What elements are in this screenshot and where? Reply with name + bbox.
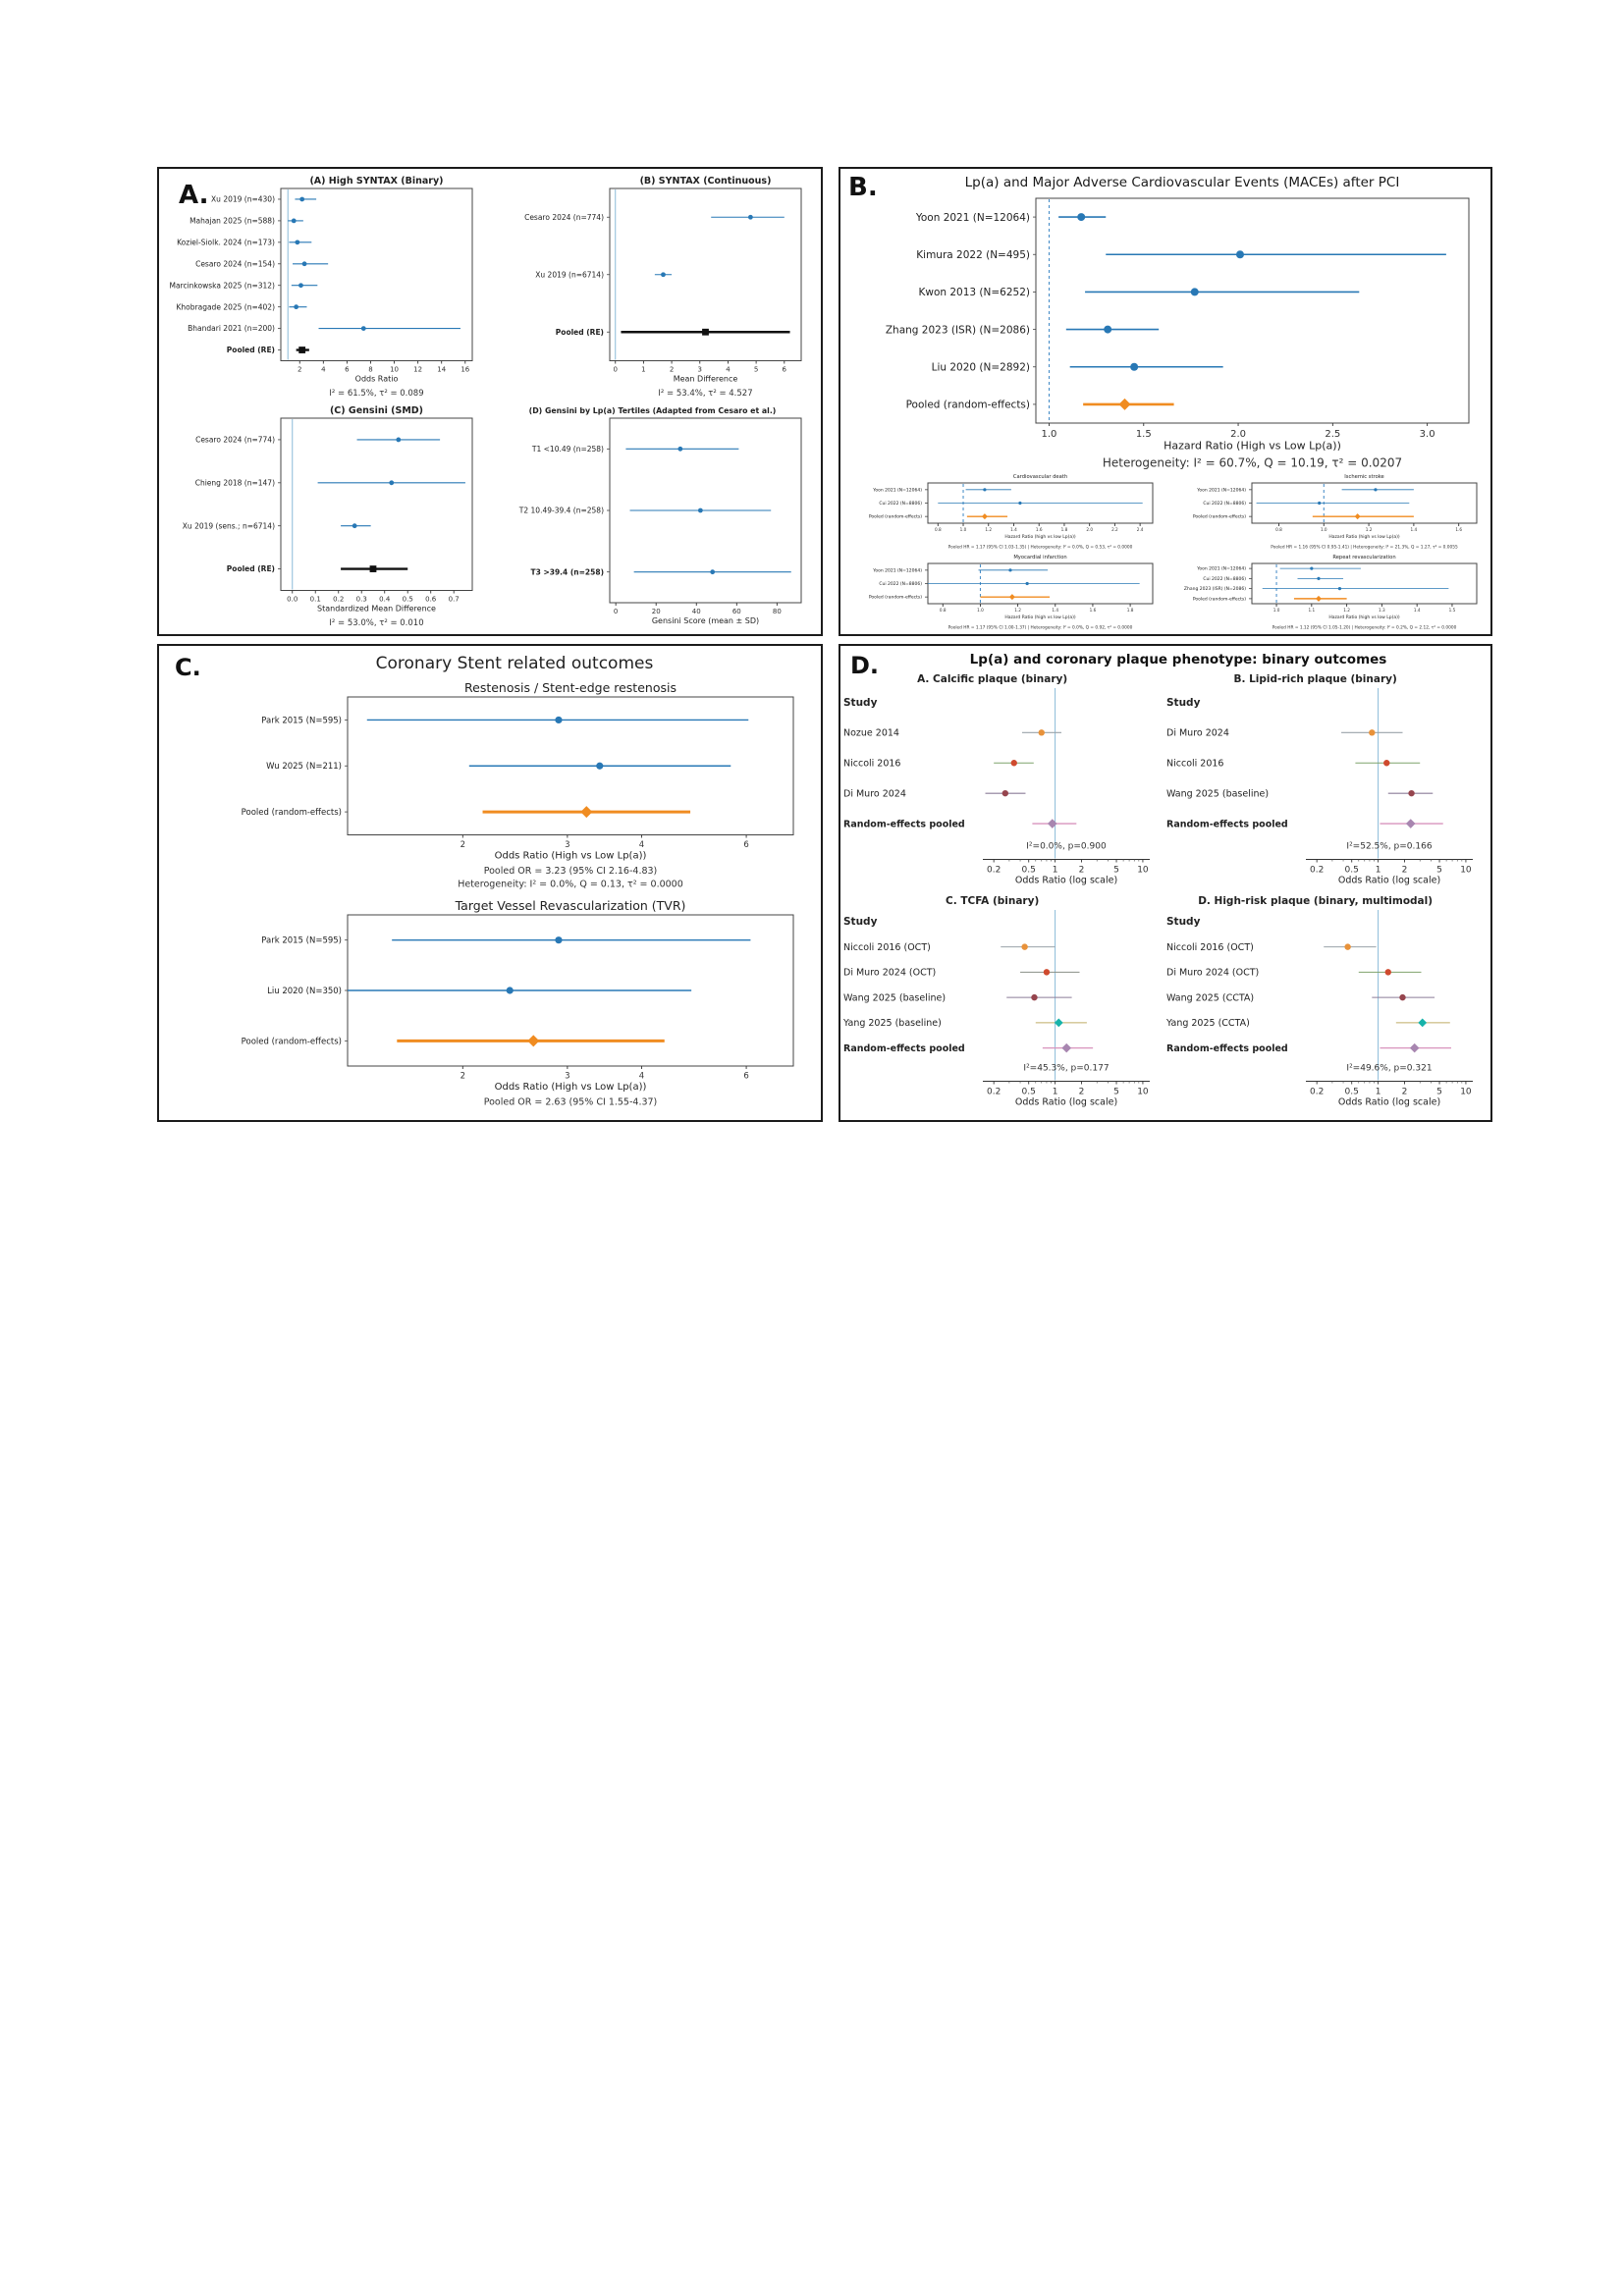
svg-text:Wang 2025 (baseline): Wang 2025 (baseline) xyxy=(1166,788,1270,800)
svg-text:1: 1 xyxy=(1375,1087,1381,1097)
svg-text:0.8: 0.8 xyxy=(934,527,942,533)
svg-text:Odds Ratio (High vs Low Lp(a)): Odds Ratio (High vs Low Lp(a)) xyxy=(494,1082,647,1093)
svg-text:0: 0 xyxy=(613,608,619,615)
svg-text:Wang 2025 (baseline): Wang 2025 (baseline) xyxy=(843,992,947,1004)
svg-text:5: 5 xyxy=(1113,865,1119,876)
svg-text:Cui 2022 (N=8806): Cui 2022 (N=8806) xyxy=(1203,502,1246,507)
svg-text:1.6: 1.6 xyxy=(1089,608,1097,614)
svg-text:12: 12 xyxy=(413,365,423,374)
svg-text:1.2: 1.2 xyxy=(985,527,993,533)
svg-text:2: 2 xyxy=(460,840,466,850)
svg-text:Chieng 2018 (n=147): Chieng 2018 (n=147) xyxy=(194,478,275,488)
svg-text:1.2: 1.2 xyxy=(1343,608,1350,614)
panel-c-content xyxy=(159,646,821,1111)
svg-text:(A) High SYNTAX (Binary): (A) High SYNTAX (Binary) xyxy=(309,176,444,187)
panel-a-subplot-grid xyxy=(159,169,821,631)
svg-text:1.0: 1.0 xyxy=(977,608,984,614)
forest-cardiovascular-death xyxy=(840,473,1164,554)
panel-b-content xyxy=(840,169,1490,634)
svg-text:6: 6 xyxy=(743,1071,749,1082)
svg-text:0.2: 0.2 xyxy=(986,1087,1001,1097)
svg-text:2.0: 2.0 xyxy=(1230,429,1247,440)
svg-text:Wang 2025 (CCTA): Wang 2025 (CCTA) xyxy=(1166,992,1255,1004)
svg-text:1.8: 1.8 xyxy=(1126,608,1134,614)
svg-text:Odds Ratio (log scale): Odds Ratio (log scale) xyxy=(1014,1096,1118,1108)
svg-text:Yoon 2021 (N=12064): Yoon 2021 (N=12064) xyxy=(915,211,1030,224)
svg-text:1: 1 xyxy=(1052,865,1058,876)
svg-text:Di Muro 2024 (OCT): Di Muro 2024 (OCT) xyxy=(1166,967,1260,979)
svg-text:Cesaro 2024 (n=774): Cesaro 2024 (n=774) xyxy=(195,435,275,445)
svg-text:2: 2 xyxy=(1401,1087,1408,1097)
svg-text:Study: Study xyxy=(1166,916,1201,929)
svg-text:1: 1 xyxy=(1052,1087,1058,1097)
forest-high-risk-plaque xyxy=(1164,891,1487,1113)
svg-text:0.2: 0.2 xyxy=(986,865,1001,876)
svg-text:Pooled HR = 1.17 (95% CI 1.03-: Pooled HR = 1.17 (95% CI 1.03-1.35) | Heterogeneity: I² = 0.0%, Q = 0.53, τ² = 0.0000 xyxy=(947,545,1133,551)
svg-text:Myocardial infarction: Myocardial infarction xyxy=(1013,555,1067,561)
svg-text:Hazard Ratio (High vs Low Lp(a: Hazard Ratio (High vs Low Lp(a)) xyxy=(1164,439,1341,453)
panel-b-letter: B. xyxy=(848,173,878,202)
svg-text:1.5: 1.5 xyxy=(1135,429,1152,440)
svg-text:0.2: 0.2 xyxy=(333,595,345,604)
svg-text:Pooled (RE): Pooled (RE) xyxy=(555,327,604,337)
svg-text:5: 5 xyxy=(753,365,759,374)
svg-text:Cesaro 2024 (n=774): Cesaro 2024 (n=774) xyxy=(524,212,604,222)
svg-text:Pooled OR = 2.63 (95% CI 1.55-: Pooled OR = 2.63 (95% CI 1.55-4.37) xyxy=(483,1096,658,1108)
svg-text:D. High-risk plaque (binary, m: D. High-risk plaque (binary, multimodal) xyxy=(1198,895,1434,907)
svg-text:Xu 2019 (sens.; n=6714): Xu 2019 (sens.; n=6714) xyxy=(182,521,275,531)
forest-tvr xyxy=(159,893,821,1111)
svg-text:I²=49.6%, p=0.321: I²=49.6%, p=0.321 xyxy=(1346,1063,1433,1074)
svg-text:Pooled (random-effects): Pooled (random-effects) xyxy=(241,1037,342,1047)
svg-text:Zhang 2023 (ISR) (N=2086): Zhang 2023 (ISR) (N=2086) xyxy=(885,324,1030,337)
svg-text:1: 1 xyxy=(1375,865,1381,876)
svg-text:Nozue 2014: Nozue 2014 xyxy=(843,727,899,739)
svg-text:3: 3 xyxy=(697,365,702,374)
svg-text:Xu 2019 (n=430): Xu 2019 (n=430) xyxy=(211,194,275,204)
panel-b xyxy=(839,167,1492,636)
svg-text:Liu 2020 (N=2892): Liu 2020 (N=2892) xyxy=(931,361,1030,374)
svg-text:3.0: 3.0 xyxy=(1419,429,1435,440)
svg-text:0.8: 0.8 xyxy=(939,608,947,614)
svg-text:1.4: 1.4 xyxy=(1410,527,1418,533)
svg-text:Niccoli 2016: Niccoli 2016 xyxy=(843,758,901,770)
svg-text:Niccoli 2016 (OCT): Niccoli 2016 (OCT) xyxy=(843,941,931,953)
svg-text:B. Lipid-rich plaque (binary): B. Lipid-rich plaque (binary) xyxy=(1233,673,1397,685)
svg-text:I² = 53.0%, τ² = 0.010: I² = 53.0%, τ² = 0.010 xyxy=(329,617,424,628)
svg-text:Random-effects pooled: Random-effects pooled xyxy=(843,819,965,830)
svg-text:Hazard Ratio (high vs low Lp(a: Hazard Ratio (high vs low Lp(a)) xyxy=(1328,615,1400,621)
forest-lipid-rich-plaque xyxy=(1164,669,1487,891)
svg-text:Di Muro 2024 (OCT): Di Muro 2024 (OCT) xyxy=(843,967,937,979)
svg-text:Park 2015 (N=595): Park 2015 (N=595) xyxy=(261,716,342,726)
svg-text:Heterogeneity: I² = 0.0%, Q =: Heterogeneity: I² = 0.0%, Q = 0.13, τ² = 0.0000 xyxy=(458,879,683,890)
svg-text:I²=45.3%, p=0.177: I²=45.3%, p=0.177 xyxy=(1023,1063,1110,1074)
svg-text:0.5: 0.5 xyxy=(1021,865,1036,876)
svg-text:Restenosis / Stent-edge resten: Restenosis / Stent-edge restenosis xyxy=(464,680,677,695)
svg-text:Yoon 2021 (N=12064): Yoon 2021 (N=12064) xyxy=(873,568,922,574)
svg-text:4: 4 xyxy=(638,840,645,850)
svg-text:Pooled (random-effects): Pooled (random-effects) xyxy=(905,399,1030,411)
svg-text:10: 10 xyxy=(390,365,400,374)
panel-c-title: Coronary Stent related outcomes xyxy=(375,654,654,673)
svg-text:Odds Ratio (log scale): Odds Ratio (log scale) xyxy=(1014,875,1118,886)
svg-text:Park 2015 (N=595): Park 2015 (N=595) xyxy=(261,935,342,946)
svg-text:1.6: 1.6 xyxy=(1455,527,1463,533)
svg-text:Cui 2022 (N=8806): Cui 2022 (N=8806) xyxy=(1203,576,1246,582)
forest-tcfa xyxy=(840,891,1164,1113)
svg-text:Repeat revascularization: Repeat revascularization xyxy=(1332,555,1396,561)
svg-text:Khobragade 2025 (n=402): Khobragade 2025 (n=402) xyxy=(176,302,275,312)
svg-text:Di Muro 2024: Di Muro 2024 xyxy=(843,788,906,800)
svg-text:Ischemic stroke: Ischemic stroke xyxy=(1344,474,1384,480)
svg-text:6: 6 xyxy=(345,365,350,374)
svg-text:2: 2 xyxy=(460,1071,466,1082)
svg-text:2: 2 xyxy=(1401,865,1408,876)
svg-text:1: 1 xyxy=(641,365,646,374)
svg-text:2.4: 2.4 xyxy=(1136,527,1144,533)
svg-text:5: 5 xyxy=(1113,1087,1119,1097)
svg-text:Mahajan 2025 (n=588): Mahajan 2025 (n=588) xyxy=(189,216,275,226)
figure-grid xyxy=(157,167,1492,1122)
svg-text:Yoon 2021 (N=12064): Yoon 2021 (N=12064) xyxy=(873,488,922,494)
svg-text:0: 0 xyxy=(613,365,618,374)
panel-c xyxy=(157,644,823,1122)
svg-text:Hazard Ratio (high vs low Lp(a: Hazard Ratio (high vs low Lp(a)) xyxy=(1328,535,1400,541)
svg-text:1.0: 1.0 xyxy=(1041,429,1057,440)
svg-text:20: 20 xyxy=(651,608,661,615)
svg-text:0.1: 0.1 xyxy=(309,595,321,604)
svg-text:5: 5 xyxy=(1436,865,1442,876)
svg-text:Zhang 2023 (ISR) (N=2086): Zhang 2023 (ISR) (N=2086) xyxy=(1183,587,1246,593)
svg-text:T2 10.49-39.4 (n=258): T2 10.49-39.4 (n=258) xyxy=(518,506,604,515)
svg-text:4: 4 xyxy=(726,365,731,374)
panel-a-letter: A. xyxy=(179,181,209,210)
forest-restenosis xyxy=(159,675,821,893)
panel-c-letter: C. xyxy=(175,654,201,681)
svg-text:10: 10 xyxy=(1460,865,1472,876)
svg-text:Gensini Score (mean ± SD): Gensini Score (mean ± SD) xyxy=(651,615,760,625)
svg-text:Pooled HR = 1.17 (95% CI 1.00-: Pooled HR = 1.17 (95% CI 1.00-1.37) | Heterogeneity: I² = 0.0%, Q = 0.92, τ² = 0.0000 xyxy=(947,625,1133,631)
svg-text:6: 6 xyxy=(782,365,787,374)
svg-text:5: 5 xyxy=(1436,1087,1442,1097)
svg-text:Liu 2020 (N=350): Liu 2020 (N=350) xyxy=(267,986,342,996)
svg-text:80: 80 xyxy=(772,608,782,615)
svg-text:Cesaro 2024 (n=154): Cesaro 2024 (n=154) xyxy=(195,259,275,269)
svg-text:Odds Ratio (log scale): Odds Ratio (log scale) xyxy=(1337,1096,1441,1108)
svg-text:1.6: 1.6 xyxy=(1035,527,1043,533)
svg-text:1.2: 1.2 xyxy=(1014,608,1021,614)
svg-text:Hazard Ratio (high vs low Lp(a: Hazard Ratio (high vs low Lp(a)) xyxy=(1004,615,1076,621)
svg-text:1.4: 1.4 xyxy=(1010,527,1017,533)
svg-text:Niccoli 2016: Niccoli 2016 xyxy=(1166,758,1224,770)
svg-text:Wu 2025 (N=211): Wu 2025 (N=211) xyxy=(266,762,342,773)
svg-text:Koziel-Siolk. 2024 (n=173): Koziel-Siolk. 2024 (n=173) xyxy=(177,238,275,247)
svg-text:Mean Difference: Mean Difference xyxy=(673,374,738,384)
svg-text:Pooled (random-effects): Pooled (random-effects) xyxy=(868,595,922,601)
svg-text:Kimura 2022 (N=495): Kimura 2022 (N=495) xyxy=(916,248,1030,261)
svg-text:Xu 2019 (n=6714): Xu 2019 (n=6714) xyxy=(535,270,604,280)
svg-text:0.2: 0.2 xyxy=(1309,865,1325,876)
forest-gensini-tertiles xyxy=(488,401,817,631)
svg-text:1.0: 1.0 xyxy=(1320,527,1327,533)
svg-text:(C) Gensini (SMD): (C) Gensini (SMD) xyxy=(329,405,424,416)
svg-text:Odds Ratio (log scale): Odds Ratio (log scale) xyxy=(1337,875,1441,886)
svg-text:0.6: 0.6 xyxy=(425,595,437,604)
svg-text:10: 10 xyxy=(1137,1087,1149,1097)
svg-text:40: 40 xyxy=(691,608,701,615)
svg-text:1.0: 1.0 xyxy=(959,527,967,533)
svg-text:1.5: 1.5 xyxy=(1448,608,1456,614)
svg-text:2.2: 2.2 xyxy=(1111,527,1118,533)
svg-text:0.2: 0.2 xyxy=(1309,1087,1325,1097)
svg-text:4: 4 xyxy=(321,365,326,374)
forest-repeat-revascularization xyxy=(1164,554,1489,634)
svg-text:2.5: 2.5 xyxy=(1325,429,1341,440)
svg-text:Standardized Mean Difference: Standardized Mean Difference xyxy=(317,604,436,614)
svg-text:T1 <10.49 (n=258): T1 <10.49 (n=258) xyxy=(531,444,604,454)
svg-text:4: 4 xyxy=(638,1071,645,1082)
panel-b-small-multiples xyxy=(840,473,1490,634)
svg-text:0.5: 0.5 xyxy=(402,595,413,604)
svg-text:Di Muro 2024: Di Muro 2024 xyxy=(1166,727,1229,739)
svg-text:6: 6 xyxy=(743,840,749,850)
svg-text:0.7: 0.7 xyxy=(448,595,460,604)
svg-text:2: 2 xyxy=(1078,865,1085,876)
svg-text:Random-effects pooled: Random-effects pooled xyxy=(1166,1042,1288,1054)
forest-gensini-smd xyxy=(159,401,488,631)
svg-text:(D) Gensini by Lp(a) Tertiles: (D) Gensini by Lp(a) Tertiles (Adapted from Cesaro et al.) xyxy=(528,406,777,415)
svg-text:Pooled (random-effects): Pooled (random-effects) xyxy=(868,514,922,520)
svg-text:10: 10 xyxy=(1137,865,1149,876)
forest-maces-main xyxy=(840,192,1490,473)
svg-text:Pooled (RE): Pooled (RE) xyxy=(226,346,275,355)
svg-text:1.0: 1.0 xyxy=(1272,608,1280,614)
svg-text:Heterogeneity: I² = 60.7%, Q =: Heterogeneity: I² = 60.7%, Q = 10.19, τ² = 0.0207 xyxy=(1102,455,1403,470)
svg-text:A. Calcific plaque (binary): A. Calcific plaque (binary) xyxy=(917,673,1068,685)
svg-text:1.4: 1.4 xyxy=(1413,608,1421,614)
svg-text:2.0: 2.0 xyxy=(1086,527,1094,533)
svg-text:8: 8 xyxy=(368,365,373,374)
svg-text:0.8: 0.8 xyxy=(1275,527,1282,533)
svg-text:Pooled (RE): Pooled (RE) xyxy=(226,564,275,574)
svg-text:16: 16 xyxy=(460,365,470,374)
svg-text:2: 2 xyxy=(298,365,302,374)
svg-text:Study: Study xyxy=(843,916,878,929)
svg-text:Yang 2025 (baseline): Yang 2025 (baseline) xyxy=(843,1018,942,1030)
svg-text:Pooled (random-effects): Pooled (random-effects) xyxy=(241,808,342,819)
forest-calcific-plaque xyxy=(840,669,1164,891)
svg-text:Cui 2022 (N=8806): Cui 2022 (N=8806) xyxy=(879,502,922,507)
svg-text:I²=0.0%, p=0.900: I²=0.0%, p=0.900 xyxy=(1026,841,1107,852)
svg-text:Marcinkowska 2025 (n=312): Marcinkowska 2025 (n=312) xyxy=(169,281,275,291)
svg-text:Hazard Ratio (high vs low Lp(a: Hazard Ratio (high vs low Lp(a)) xyxy=(1004,535,1076,541)
svg-text:1.2: 1.2 xyxy=(1365,527,1373,533)
svg-text:I² = 53.4%, τ² = 4.527: I² = 53.4%, τ² = 4.527 xyxy=(658,388,753,399)
svg-text:0.5: 0.5 xyxy=(1344,1087,1359,1097)
svg-text:Pooled (random-effects): Pooled (random-effects) xyxy=(1192,514,1246,520)
svg-text:T3 >39.4 (n=258): T3 >39.4 (n=258) xyxy=(530,567,604,577)
svg-text:Odds Ratio (High vs Low Lp(a)): Odds Ratio (High vs Low Lp(a)) xyxy=(494,850,647,862)
svg-text:Bhandari 2021 (n=200): Bhandari 2021 (n=200) xyxy=(188,324,275,334)
panel-b-title: Lp(a) and Major Adverse Cardiovascular Events (MACEs) after PCI xyxy=(964,175,1400,190)
svg-text:Kwon 2013 (N=6252): Kwon 2013 (N=6252) xyxy=(918,287,1030,299)
panel-d xyxy=(839,644,1492,1122)
svg-text:0.0: 0.0 xyxy=(287,595,298,604)
svg-text:0.3: 0.3 xyxy=(355,595,367,604)
svg-text:(B) SYNTAX (Continuous): (B) SYNTAX (Continuous) xyxy=(639,176,772,187)
svg-text:0.5: 0.5 xyxy=(1344,865,1359,876)
svg-text:1.1: 1.1 xyxy=(1308,608,1316,614)
panel-d-title: Lp(a) and coronary plaque phenotype: binary outcomes xyxy=(969,652,1387,667)
panel-d-letter: D. xyxy=(850,652,880,679)
svg-text:1.8: 1.8 xyxy=(1060,527,1068,533)
svg-text:Pooled (random-effects): Pooled (random-effects) xyxy=(1192,597,1246,603)
svg-text:Random-effects pooled: Random-effects pooled xyxy=(1166,819,1288,830)
svg-text:I²=52.5%, p=0.166: I²=52.5%, p=0.166 xyxy=(1346,841,1433,852)
svg-text:Cardiovascular death: Cardiovascular death xyxy=(1012,474,1068,480)
svg-text:Yoon 2021 (N=12064): Yoon 2021 (N=12064) xyxy=(1197,488,1246,494)
svg-text:0.4: 0.4 xyxy=(379,595,391,604)
svg-text:Cui 2022 (N=8806): Cui 2022 (N=8806) xyxy=(879,582,922,588)
svg-text:1.4: 1.4 xyxy=(1052,608,1059,614)
svg-text:2: 2 xyxy=(669,365,675,374)
svg-text:0.5: 0.5 xyxy=(1021,1087,1036,1097)
svg-text:Pooled OR = 3.23 (95% CI 2.16-: Pooled OR = 3.23 (95% CI 2.16-4.83) xyxy=(483,866,658,877)
forest-myocardial-infarction xyxy=(840,554,1164,634)
forest-ischemic-stroke xyxy=(1164,473,1489,554)
svg-text:Yoon 2021 (N=12064): Yoon 2021 (N=12064) xyxy=(1197,566,1246,572)
svg-text:3: 3 xyxy=(565,1071,570,1082)
svg-text:Target Vessel Revascularizatio: Target Vessel Revascularization (TVR) xyxy=(455,898,686,913)
forest-syntax-continuous xyxy=(488,172,817,401)
svg-text:Yang 2025 (CCTA): Yang 2025 (CCTA) xyxy=(1166,1018,1250,1030)
svg-text:Odds Ratio: Odds Ratio xyxy=(354,374,399,384)
svg-text:I² = 61.5%, τ² = 0.089: I² = 61.5%, τ² = 0.089 xyxy=(329,388,424,399)
svg-text:3: 3 xyxy=(565,840,570,850)
panel-d-subplot-grid xyxy=(840,669,1490,1113)
svg-text:14: 14 xyxy=(437,365,447,374)
svg-text:10: 10 xyxy=(1460,1087,1472,1097)
svg-text:1.3: 1.3 xyxy=(1379,608,1385,614)
svg-text:Study: Study xyxy=(843,696,878,709)
svg-text:Random-effects pooled: Random-effects pooled xyxy=(843,1042,965,1054)
svg-text:60: 60 xyxy=(731,608,741,615)
svg-text:C. TCFA (binary): C. TCFA (binary) xyxy=(945,895,1040,907)
panel-a xyxy=(157,167,823,636)
svg-text:Pooled HR = 1.16 (95% CI 0.95-: Pooled HR = 1.16 (95% CI 0.95-1.41) | Heterogeneity: I² = 21.3%, Q = 1.27, τ² = 0.0055 xyxy=(1271,545,1458,551)
svg-text:Pooled HR = 1.12 (95% CI 1.05-: Pooled HR = 1.12 (95% CI 1.05-1.20) | Heterogeneity: I² = 0.2%, Q = 2.12, τ² = 0.0000 xyxy=(1272,625,1457,631)
svg-text:Study: Study xyxy=(1166,696,1201,709)
svg-text:2: 2 xyxy=(1078,1087,1085,1097)
svg-text:Niccoli 2016 (OCT): Niccoli 2016 (OCT) xyxy=(1166,941,1254,953)
